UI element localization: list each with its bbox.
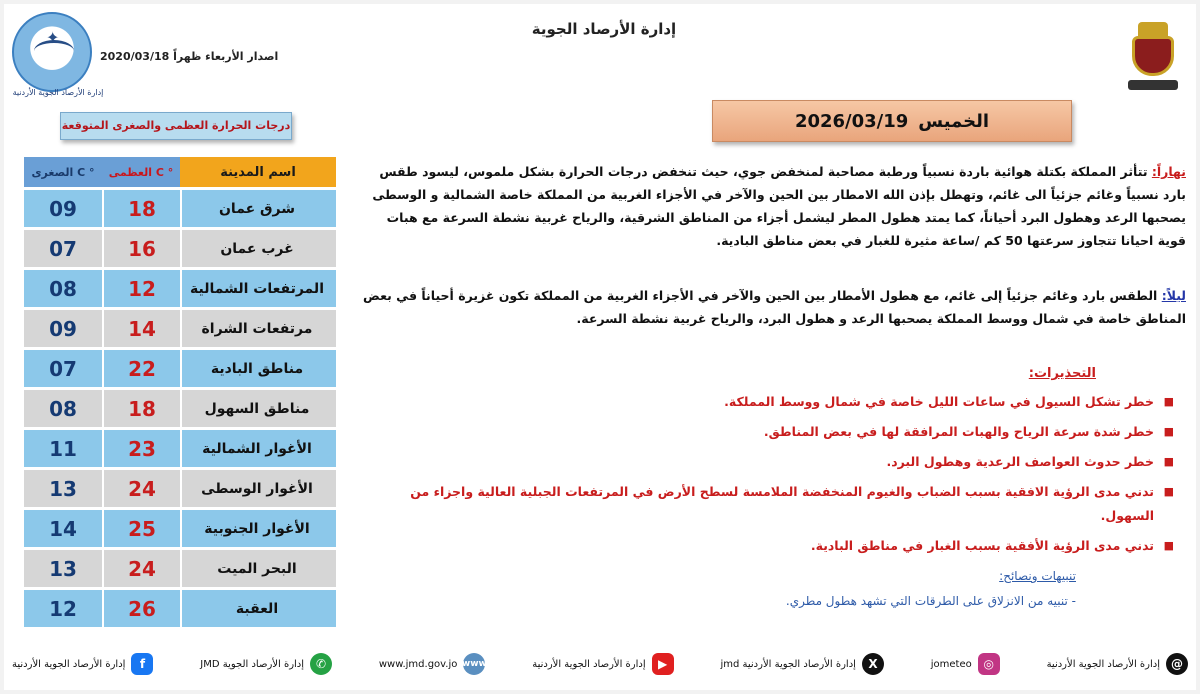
table-row <box>24 350 336 387</box>
table-row <box>24 270 336 307</box>
max-temp: 16 <box>102 230 180 267</box>
min-temp: 14 <box>24 510 102 547</box>
max-temp: 14 <box>102 310 180 347</box>
list-item <box>404 450 1176 474</box>
city-name: الأغوار الشمالية <box>180 430 336 467</box>
forecast-date: 2026/03/19 <box>794 110 909 132</box>
bullet-icon: ■ <box>1163 485 1174 498</box>
max-temp: 25 <box>102 510 180 547</box>
day-label: نهاراً: <box>1151 164 1186 179</box>
youtube-label: إدارة الأرصاد الجوية الأردنية <box>532 658 646 670</box>
max-temp: 24 <box>102 550 180 587</box>
forecast-date-banner <box>712 100 1072 142</box>
social-footer <box>12 650 1188 678</box>
facebook-link[interactable] <box>12 653 153 675</box>
min-temp: 07 <box>24 230 102 267</box>
issue-label: اصدار الأربعاء ظهراً <box>173 50 279 63</box>
whatsapp-icon: ✆ <box>310 653 332 675</box>
tips-title: تنبيهات ونصائح: <box>999 569 1076 583</box>
bullet-icon: ■ <box>1163 425 1174 438</box>
warnings-list <box>404 390 1176 564</box>
instagram-label: jometeo <box>930 658 972 670</box>
night-forecast <box>354 284 1186 330</box>
max-temp: 12 <box>102 270 180 307</box>
warning-text: خطر حدوث العواصف الرعدية وهطول البرد. <box>886 454 1154 469</box>
logo-star-icon: ✦ <box>46 28 60 47</box>
website-label: www.jmd.gov.jo <box>378 658 458 670</box>
bullet-icon: ■ <box>1163 455 1174 468</box>
threads-link[interactable] <box>1047 653 1188 675</box>
warning-text: خطر شدة سرعة الرياح والهبات المرافقة لها في بعض المناطق. <box>763 424 1154 439</box>
warnings-title: التحذيرات: <box>1028 366 1096 381</box>
table-row <box>24 550 336 587</box>
shield-shape <box>1132 36 1174 76</box>
list-item <box>404 390 1176 414</box>
col-min-header: الصغرى C ° <box>24 157 102 187</box>
x-label: إدارة الأرصاد الجوية الأردنية jmd <box>720 658 856 670</box>
youtube-link[interactable] <box>532 653 673 675</box>
table-row <box>24 390 336 427</box>
department-title: إدارة الأرصاد الجوية <box>531 20 677 38</box>
warning-text: خطر تشكل السيول في ساعات الليل خاصة في شمال ووسط المملكة. <box>724 394 1154 409</box>
table-row <box>24 230 336 267</box>
table-row <box>24 190 336 227</box>
jmd-logo <box>12 12 92 92</box>
day-forecast <box>354 160 1186 252</box>
youtube-icon: ▶ <box>652 653 674 675</box>
night-label: ليلاً: <box>1161 288 1186 303</box>
x-link[interactable] <box>720 653 884 675</box>
max-temp: 22 <box>102 350 180 387</box>
bulletin-page <box>4 4 1196 690</box>
table-row <box>24 590 336 627</box>
max-temp: 18 <box>102 390 180 427</box>
instagram-icon: ◎ <box>978 653 1000 675</box>
list-item <box>404 480 1176 528</box>
threads-label: إدارة الأرصاد الجوية الأردنية <box>1046 658 1160 670</box>
website-link[interactable] <box>379 653 486 675</box>
city-name: الأغوار الجنوبية <box>180 510 336 547</box>
crown-shape <box>1138 22 1168 36</box>
instagram-link[interactable] <box>931 653 1000 675</box>
city-name: البحر الميت <box>180 550 336 587</box>
table-row <box>24 430 336 467</box>
col-city-header: اسم المدينة <box>180 157 336 187</box>
min-temp: 08 <box>24 390 102 427</box>
city-name: المرتفعات الشمالية <box>180 270 336 307</box>
temperature-table-header <box>24 157 336 187</box>
max-temp: 24 <box>102 470 180 507</box>
min-temp: 13 <box>24 470 102 507</box>
globe-icon: www <box>463 653 485 675</box>
min-temp: 11 <box>24 430 102 467</box>
min-temp: 09 <box>24 190 102 227</box>
city-name: الأغوار الوسطى <box>180 470 336 507</box>
whatsapp-label: إدارة الأرصاد الجوية JMD <box>200 658 305 670</box>
table-row <box>24 310 336 347</box>
facebook-icon: f <box>131 653 153 675</box>
issue-line <box>100 50 278 63</box>
issue-date: 2020/03/18 <box>100 50 170 63</box>
max-temp: 23 <box>102 430 180 467</box>
city-name: غرب عمان <box>180 230 336 267</box>
min-temp: 08 <box>24 270 102 307</box>
city-name: العقبة <box>180 590 336 627</box>
ribbon-shape <box>1128 80 1178 90</box>
night-forecast-text: الطقس بارد وغائم جزئياً إلى غائم، مع هطول الأمطار بين الحين والآخر في الأجزاء الغربية من المملكة تكون غزيرة أحياناً في بعض المناطق خاصة في شمال ووسط المملكة يصحبها الرعد و هطول البرد، والرياح غربية نشطة السرعة. <box>363 288 1186 326</box>
royal-crest-icon <box>1124 22 1182 96</box>
max-temp: 26 <box>102 590 180 627</box>
tip-text: - تنبيه من الانزلاق على الطرقات التي تشهد هطول مطري. <box>785 594 1076 608</box>
threads-icon: @ <box>1166 653 1188 675</box>
table-row <box>24 510 336 547</box>
min-temp: 13 <box>24 550 102 587</box>
city-name: شرق عمان <box>180 190 336 227</box>
whatsapp-link[interactable] <box>200 653 332 675</box>
max-temp: 18 <box>102 190 180 227</box>
city-name: مرتفعات الشراة <box>180 310 336 347</box>
day-forecast-text: تتأثر المملكة بكتلة هوائية باردة نسبياً ورطبة مصاحبة لمنخفض جوي، حيث تنخفض درجات الحرارة بشكل ملموس، ليسود طقس بارد نسبياً وغائم جزئياً الى غائم، وتهطل بإذن الله الامطار بين الحين والآخر في الأجزاء الغربية من المملكة خاصة الشمالية و الوسطى يصحبها الرعد وهطول البرد أحياناً، كما يمتد هطول المطر ليشمل أجزاء من المناطق الشرقية، والرياح غربية نشطة السرعة مع هبات قوية احيانا تتجاوز سرعتها 50 كم /ساعة مثيرة للغبار في بعض مناطق البادية. <box>372 164 1186 248</box>
logo-wing-icon <box>34 40 74 62</box>
min-temp: 07 <box>24 350 102 387</box>
warning-text: تدني مدى الرؤية الأفقية بسبب الغبار في مناطق البادية. <box>810 538 1154 553</box>
bullet-icon: ■ <box>1163 395 1174 408</box>
min-temp: 09 <box>24 310 102 347</box>
temps-panel-title: درجات الحرارة العظمى والصغرى المتوقعة <box>60 112 292 140</box>
city-name: مناطق السهول <box>180 390 336 427</box>
table-row <box>24 470 336 507</box>
facebook-label: إدارة الأرصاد الجوية الأردنية <box>12 658 126 670</box>
logo-caption: إدارة الأرصاد الجوية الأردنية <box>12 88 104 97</box>
min-temp: 12 <box>24 590 102 627</box>
warning-text: تدني مدى الرؤية الافقية بسبب الضباب والغيوم المنخفضة الملامسة لسطح الأرض في المرتفعات الجبلية العالية واجزاء من السهول. <box>410 484 1154 523</box>
bullet-icon: ■ <box>1163 539 1174 552</box>
x-icon: X <box>862 653 884 675</box>
temperature-table <box>24 154 336 630</box>
forecast-day: الخميس <box>918 110 990 132</box>
list-item <box>404 534 1176 558</box>
list-item <box>404 420 1176 444</box>
city-name: مناطق البادية <box>180 350 336 387</box>
col-max-header: العظمى C ° <box>102 157 180 187</box>
